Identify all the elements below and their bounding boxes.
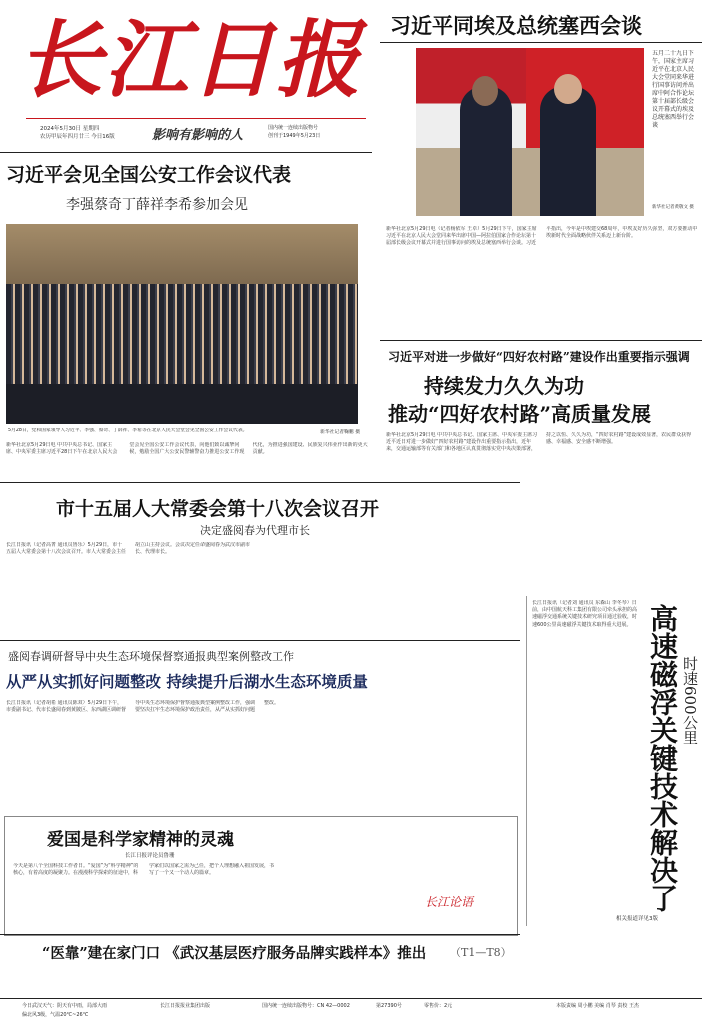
lead-body: 新华社北京5月29日电（记者杨依军 王卓）5月29日下午，国家主席习近平在北京人民大会堂同来华出席中国—阿拉伯国家合作论坛第十届部长级会议开幕式并进行国事访问的埃及总统塞西举行会谈。习近平指出，今年是中埃建交68周年，中埃友好历久弥坚，双方要推动中埃新时代全面战略伙伴关系迈上新台阶。: [386, 226, 698, 247]
lead-photo: [416, 48, 644, 216]
side-story-headline: 高速磁浮关键技术解决了: [646, 604, 679, 912]
masthead: [0, 0, 370, 150]
masthead-date: 2024年5月30日 星期四: [40, 126, 100, 132]
story2-photo-caption: 5月28日，党和国家领导人习近平、李强、蔡奇、丁薛祥、李希等在北京人民大会堂会见全国公安工作会议代表。: [8, 428, 248, 433]
backdrop-wall: [416, 148, 644, 216]
story5-body: 长江日报讯（记者胡希 通讯员陈双）5月29日下午，市委副书记、代市长盛阅春到黄陂区、东西湖区调研督导中央生态环境保护督察通报典型案例整改工作，强调要坚决扛牢生态环境保护政治责任，从严从实抓好问题整改。: [6, 700, 280, 714]
side-story-jump: 相关报道详见3版: [616, 916, 658, 922]
commentary-headline: 爱国是科学家精神的灵魂: [47, 830, 234, 850]
story-police-conference: [0, 152, 372, 482]
footer-weather: 今日武汉天气：阴天有中雨，局部大雨: [22, 1003, 108, 1009]
story-npc-meeting: [0, 482, 520, 632]
story3-subheadline1: 持续发力久久为功: [424, 374, 584, 398]
story2-photo-credit: 新华社记者鞠鹏 摄: [320, 430, 360, 435]
photo-ceiling: [6, 224, 358, 284]
photo-front-row: [6, 384, 358, 424]
person-left-head: [472, 76, 498, 106]
banner-text: “医靠”建在家门口 《武汉基层医疗服务品牌实践样本》推出: [42, 945, 427, 962]
story2-photo: [6, 224, 358, 424]
side-story-maglev: [526, 596, 702, 926]
story4-subheadline: 决定盛阅春为代理市长: [200, 524, 310, 537]
story-eco-inspection: [0, 640, 520, 790]
story2-headline: 习近平会见全国公安工作会议代表: [6, 164, 292, 186]
commentary-body: 今天是第八个全国科技工作者日。“爱国”为“科学精神”的核心，有着高度的凝聚力。在漫漫科学探索的征途中，科学家们以国家之需为己任，把个人理想融入祖国发展，书写了一个又一个动人的篇章。: [13, 863, 275, 877]
bottom-banner: [0, 934, 520, 988]
footer-editors: 本版责编 周小鹏 美编 肖琴 责校 王杰: [556, 1003, 639, 1009]
footer-publisher: 长江日报报业集团出版: [160, 1003, 211, 1009]
masthead-cn: 国内统一连续出版物号: [268, 125, 319, 131]
lead-side-text: 五月二十九日下午，国家主席习近平在北京人民大会堂同来华进行国事访问并出席中阿合作论坛第十届部长级会议开幕式的埃及总统塞西举行会谈: [652, 50, 695, 129]
story5-headline: 从严从实抓好问题整改 持续提升后湖水生态环境质量: [6, 672, 368, 691]
side-story-kicker: 时速600公里: [681, 656, 699, 745]
story3-body: 新华社北京5月29日电 中共中央总书记、国家主席、中央军委主席习近平近日对进一步做好“四好农村路”建设作出重要指示指出，近年来，交通运输部等有关部门和各地区认真贯彻落实党中央决策部署，持之以恒、久久为功，“四好农村路”建设成效显著，农民群众获得感、幸福感、安全感不断增强。: [386, 432, 692, 453]
footer-issue: 第27390号: [376, 1003, 402, 1009]
masthead-rule: [26, 118, 366, 119]
lead-headline: 习近平同埃及总统塞西会谈: [390, 13, 642, 38]
commentary-stamp: 长江论语: [425, 895, 474, 909]
masthead-logo: 长江日报: [18, 10, 363, 109]
person-right-head: [554, 74, 582, 104]
lead-story: [380, 0, 702, 340]
footer-price: 零售价：2元: [424, 1003, 453, 1009]
masthead-since: 创刊于1949年5月23日: [268, 133, 321, 139]
commentary-byline: 长江日报评论员鲁珊: [125, 853, 175, 859]
lead-photo-credit: 新华社记者黄敬文 摄: [652, 205, 694, 210]
story-rural-roads: [380, 340, 702, 482]
person-right: [540, 86, 596, 216]
story4-headline: 市十五届人大常委会第十八次会议召开: [56, 498, 380, 520]
story5-kicker: 盛阅春调研督导中央生态环境保督察通报典型案例整改工作: [8, 650, 294, 663]
story3-headline: 习近平对进一步做好“四好农村路”建设作出重要指示强调: [388, 350, 690, 364]
commentary: [4, 816, 518, 936]
masthead-slogan: 影响有影响的人: [152, 128, 244, 143]
story4-body: 长江日报讯（记者高菁 通讯员鲁乐）5月29日，市十五届人大常委会第十八次会议召开。市人大常委会主任胡立山主持会议。会议决定任命盛阅春为武汉市副市长、代理市长。: [6, 542, 251, 556]
story2-body: 新华社北京5月29日电 中共中央总书记、国家主席、中央军委主席习近平28日下午在北京人民大会堂会见全国公安工作会议代表，向他们致以诚挚问候，勉励全国广大公安民警辅警奋力推进公安工作现代化，为推进强国建设、民族复兴伟业作出新的更大贡献。: [6, 442, 368, 456]
masthead-lunar: 农历甲辰年四月廿三 今日16版: [40, 134, 115, 140]
footer: [0, 998, 702, 1024]
side-story-body: 长江日报讯（记者刘 通讯员 东森山 李冬琴）日前，由中国航天科工集团有限公司牵头承担的高速磁浮交通系统关键技术研究项目通过验收，时速600公里高速磁浮关键技术取得重大进展。: [532, 600, 638, 628]
footer-temp: 偏北风3级，气温20℃~26℃: [22, 1012, 89, 1018]
footer-cn: 国内统一连续出版物号：CN 42—0002: [262, 1003, 350, 1009]
story3-subheadline2: 推动“四好农村路”高质量发展: [388, 402, 652, 426]
story2-subheadline: 李强蔡奇丁薛祥李希参加会见: [66, 197, 248, 213]
banner-ref: （T1—T8）: [450, 946, 512, 959]
